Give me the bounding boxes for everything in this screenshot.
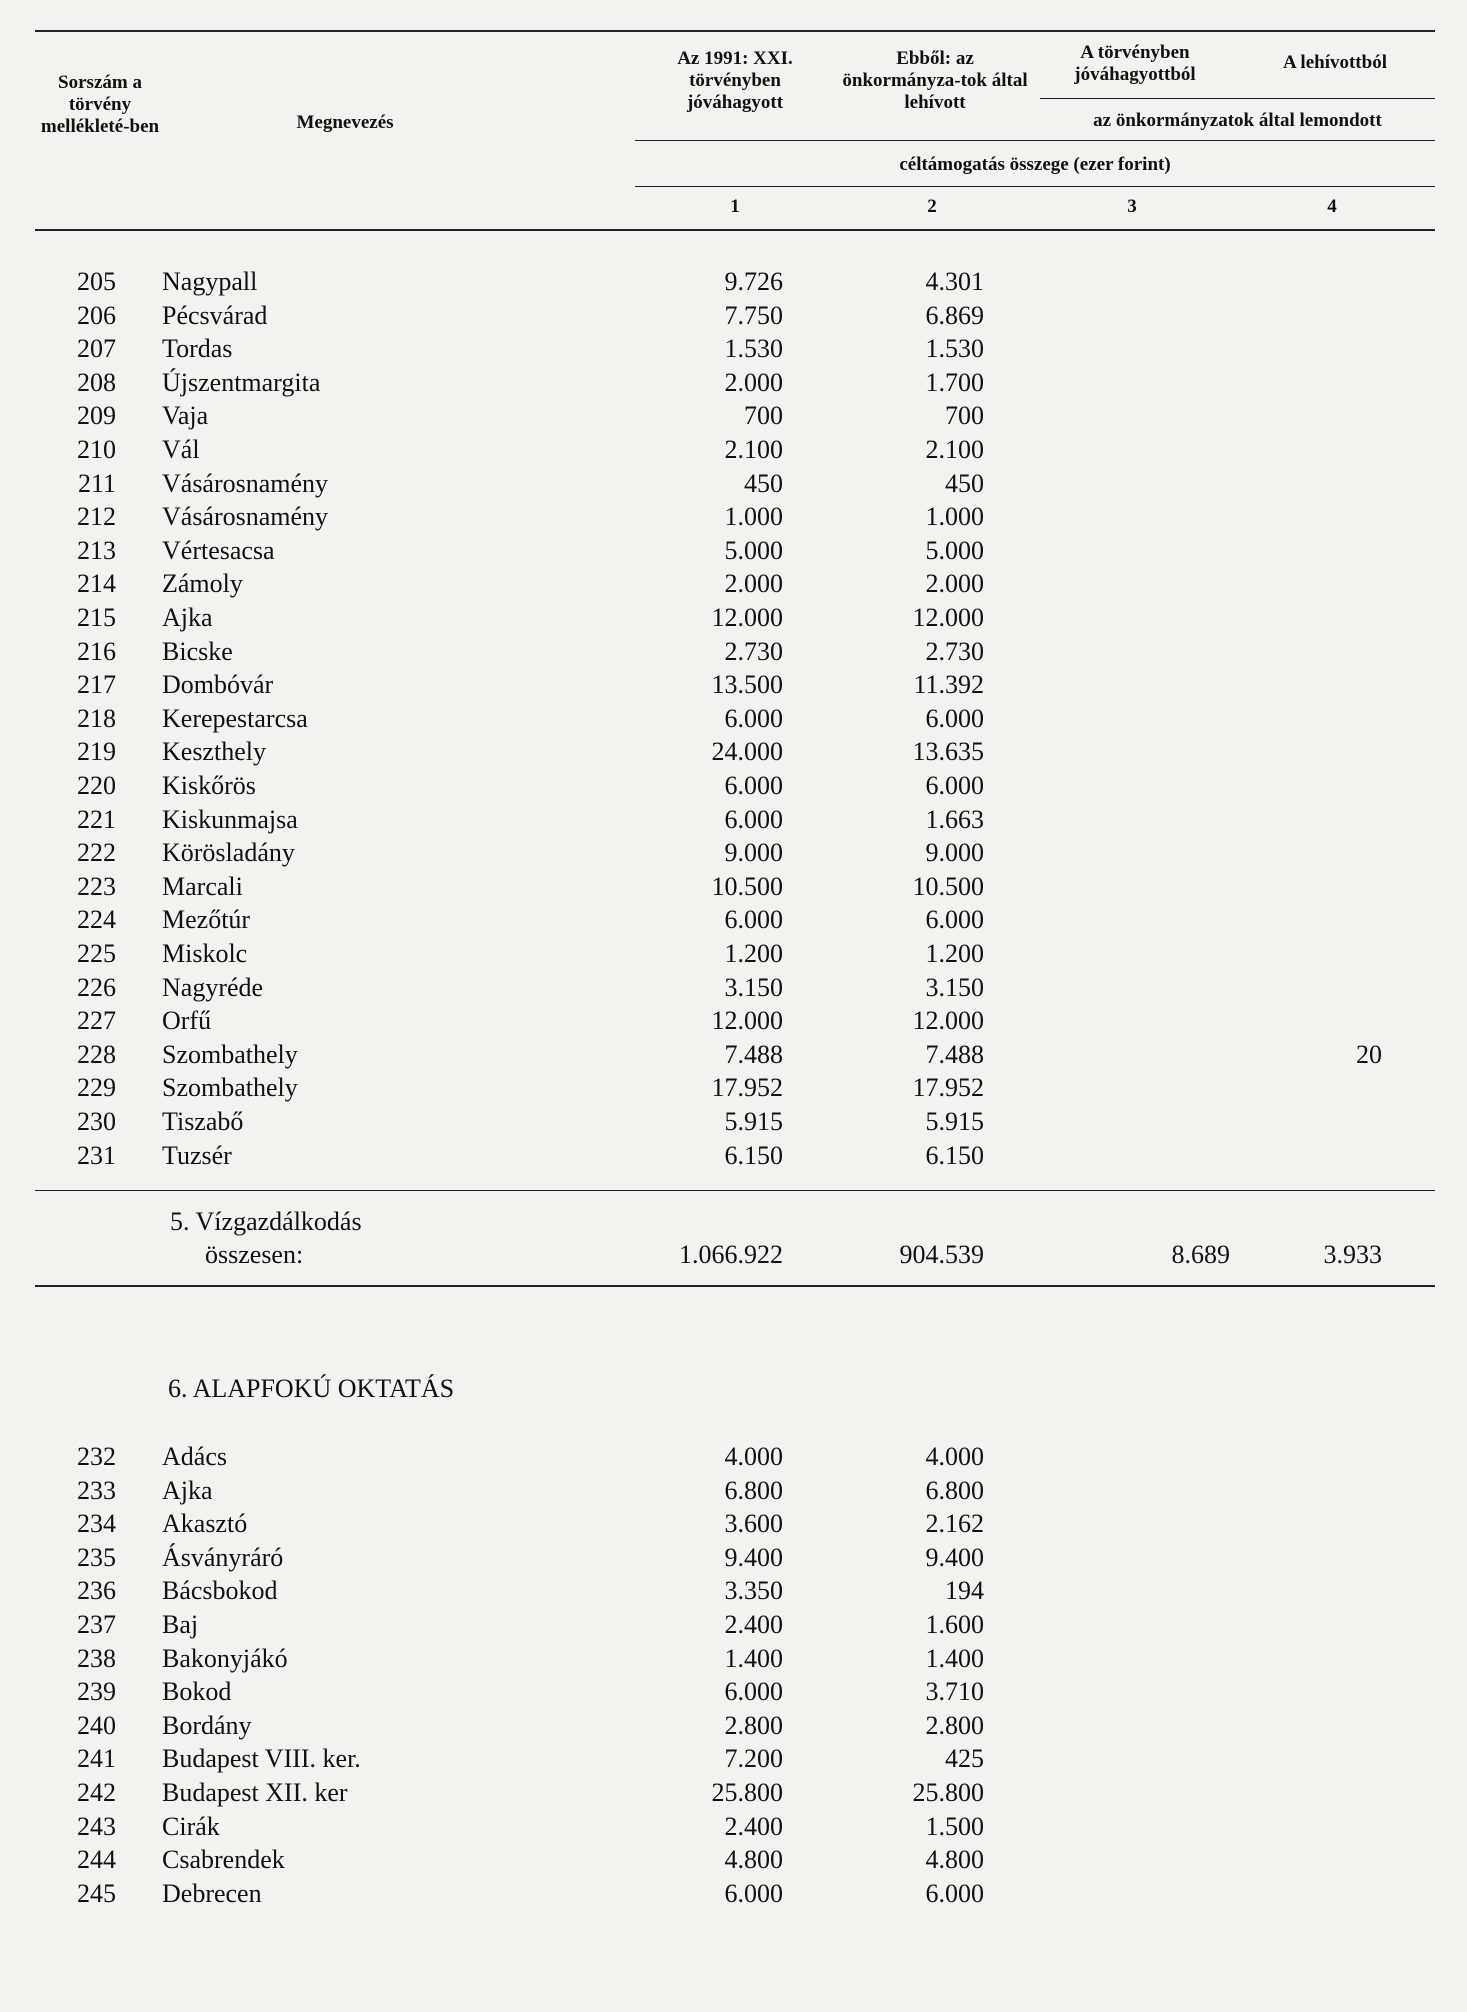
row-col1: 4.800 xyxy=(724,1845,783,1875)
row-col1: 2.000 xyxy=(724,569,783,599)
row-col4: 20 xyxy=(1356,1039,1382,1069)
row-col1: 5.915 xyxy=(724,1107,783,1136)
table-row xyxy=(0,433,1467,466)
table-row xyxy=(0,702,1467,735)
row-number: 231 xyxy=(77,1140,116,1170)
row-name: Szombathely xyxy=(162,1039,298,1069)
row-name: Tuzsér xyxy=(162,1140,232,1170)
table-row xyxy=(0,1877,1467,1910)
row-col1: 9.000 xyxy=(724,838,783,868)
row-number: 235 xyxy=(77,1542,116,1572)
row-number: 233 xyxy=(77,1475,116,1505)
total-row xyxy=(0,1238,1467,1271)
total-bottom-rule xyxy=(35,1285,1435,1287)
row-col1: 7.750 xyxy=(724,300,783,330)
row-number: 242 xyxy=(77,1778,116,1807)
row-name: Tiszabő xyxy=(162,1107,244,1136)
header-colnum-4: 4 xyxy=(1327,196,1337,217)
table-row xyxy=(0,836,1467,869)
header-colnum-3: 3 xyxy=(1127,196,1137,217)
header-colnum-1: 1 xyxy=(730,196,740,217)
total-label-line1: 5. Vízgazdálkodás xyxy=(170,1207,362,1236)
row-col1: 1.530 xyxy=(724,334,783,364)
row-name: Ásványráró xyxy=(162,1542,284,1572)
row-number: 222 xyxy=(77,838,116,868)
row-col2: 17.952 xyxy=(912,1073,984,1103)
table-row xyxy=(0,1440,1467,1473)
row-number: 212 xyxy=(77,502,116,532)
row-col2: 13.635 xyxy=(912,737,984,767)
row-number: 245 xyxy=(77,1878,116,1908)
row-name: Vál xyxy=(162,435,200,464)
row-number: 221 xyxy=(77,804,116,834)
table-top-rule xyxy=(35,30,1435,32)
row-col2: 194 xyxy=(945,1576,984,1606)
row-name: Vaja xyxy=(162,401,209,431)
table-row xyxy=(0,1004,1467,1037)
row-name: Akasztó xyxy=(162,1509,248,1539)
row-col2: 9.000 xyxy=(925,838,984,868)
row-col1: 700 xyxy=(744,401,783,431)
total-col1: 1.066.922 xyxy=(679,1240,783,1269)
table-row xyxy=(0,1608,1467,1641)
table-row xyxy=(0,735,1467,768)
row-col1: 2.400 xyxy=(724,1610,783,1639)
total-label-line2: összesen: xyxy=(205,1240,304,1269)
row-name: Baj xyxy=(162,1610,199,1639)
row-name: Keszthely xyxy=(162,737,266,767)
row-col2: 6.000 xyxy=(925,905,984,935)
header-col4-top: A lehívottból xyxy=(1283,52,1387,73)
header-col-index: Sorszám a törvény mellékleté-ben xyxy=(40,72,160,137)
row-col1: 6.800 xyxy=(724,1475,783,1505)
row-name: Bakonyjákó xyxy=(162,1643,288,1673)
row-col1: 6.150 xyxy=(724,1140,783,1170)
table-row xyxy=(0,1742,1467,1775)
row-col2: 5.915 xyxy=(925,1107,984,1136)
row-number: 211 xyxy=(77,468,116,498)
row-col2: 1.530 xyxy=(925,334,984,364)
table-row xyxy=(0,1071,1467,1104)
row-col1: 13.500 xyxy=(711,670,783,700)
row-number: 243 xyxy=(77,1811,116,1841)
row-number: 237 xyxy=(77,1610,116,1639)
row-name: Csabrendek xyxy=(162,1845,285,1875)
table-row xyxy=(0,870,1467,903)
total-col4: 3.933 xyxy=(1323,1240,1382,1269)
row-col1: 25.800 xyxy=(711,1778,783,1807)
row-col2: 2.162 xyxy=(925,1509,984,1539)
row-col2: 700 xyxy=(945,401,984,431)
row-name: Újszentmargita xyxy=(162,367,321,397)
table-row xyxy=(0,1541,1467,1574)
row-number: 225 xyxy=(77,939,116,968)
row-col2: 7.488 xyxy=(925,1039,984,1069)
row-number: 210 xyxy=(77,435,116,464)
row-col2: 450 xyxy=(945,468,984,498)
row-name: Zámoly xyxy=(162,569,243,599)
row-name: Pécsvárad xyxy=(162,300,268,330)
row-name: Kiskunmajsa xyxy=(162,804,298,834)
row-col2: 425 xyxy=(945,1744,984,1774)
header-sub-rule xyxy=(1040,98,1435,99)
total-top-rule xyxy=(35,1190,1435,1191)
table-row xyxy=(0,668,1467,701)
table-row xyxy=(0,903,1467,936)
row-number: 208 xyxy=(77,367,116,397)
row-name: Szombathely xyxy=(162,1073,298,1103)
row-name: Kerepestarcsa xyxy=(162,703,308,733)
row-name: Kiskőrös xyxy=(162,771,256,800)
table-row xyxy=(0,1574,1467,1607)
row-number: 219 xyxy=(77,737,116,767)
table-row xyxy=(0,1038,1467,1071)
row-col2: 1.600 xyxy=(925,1610,984,1639)
row-col2: 4.800 xyxy=(925,1845,984,1875)
row-col2: 6.000 xyxy=(925,771,984,800)
row-col1: 2.400 xyxy=(724,1811,783,1841)
row-number: 224 xyxy=(77,905,116,935)
row-name: Debrecen xyxy=(162,1878,262,1908)
row-name: Nagypall xyxy=(162,267,258,296)
row-name: Bordány xyxy=(162,1710,252,1740)
row-name: Miskolc xyxy=(162,939,248,968)
row-name: Mezőtúr xyxy=(162,905,251,935)
table-row xyxy=(0,1843,1467,1876)
row-name: Budapest XII. ker xyxy=(162,1778,348,1807)
row-col2: 9.400 xyxy=(925,1542,984,1572)
table-row xyxy=(0,937,1467,970)
row-number: 218 xyxy=(77,703,116,733)
row-name: Körösladány xyxy=(162,838,295,868)
row-number: 230 xyxy=(77,1107,116,1136)
row-number: 234 xyxy=(77,1509,116,1539)
row-number: 227 xyxy=(77,1006,116,1036)
row-col1: 1.400 xyxy=(724,1643,783,1673)
table-row xyxy=(0,601,1467,634)
row-col1: 6.000 xyxy=(724,905,783,935)
total-col2: 904.539 xyxy=(899,1240,984,1269)
row-col2: 2.730 xyxy=(925,636,984,666)
row-col2: 12.000 xyxy=(912,1006,984,1036)
table-row xyxy=(0,1810,1467,1843)
row-col1: 6.000 xyxy=(724,1878,783,1908)
row-col2: 2.000 xyxy=(925,569,984,599)
row-col1: 2.730 xyxy=(724,636,783,666)
row-name: Bokod xyxy=(162,1677,232,1707)
row-col1: 3.150 xyxy=(724,972,783,1002)
row-col1: 5.000 xyxy=(724,535,783,565)
row-number: 217 xyxy=(77,670,116,700)
header-colnum-2: 2 xyxy=(927,196,937,217)
row-number: 215 xyxy=(77,603,116,632)
row-number: 209 xyxy=(77,401,116,431)
table-row xyxy=(0,399,1467,432)
row-col1: 12.000 xyxy=(711,603,783,632)
table-row xyxy=(0,500,1467,533)
row-number: 238 xyxy=(77,1643,116,1673)
row-col2: 4.000 xyxy=(925,1442,984,1471)
table-row xyxy=(0,1105,1467,1138)
row-col1: 1.200 xyxy=(724,939,783,968)
table-row xyxy=(0,567,1467,600)
row-col2: 1.700 xyxy=(925,367,984,397)
row-col2: 2.800 xyxy=(925,1710,984,1740)
row-name: Ajka xyxy=(162,603,213,632)
row-col1: 12.000 xyxy=(711,1006,783,1036)
row-col1: 2.800 xyxy=(724,1710,783,1740)
row-name: Vásárosnamény xyxy=(162,502,329,532)
table-row xyxy=(0,1507,1467,1540)
row-number: 239 xyxy=(77,1677,116,1707)
table-row xyxy=(0,1642,1467,1675)
header-amount-rule xyxy=(635,140,1435,141)
table-row xyxy=(0,769,1467,802)
row-number: 205 xyxy=(77,267,116,296)
row-number: 229 xyxy=(77,1073,116,1103)
table-row xyxy=(0,1709,1467,1742)
table-row xyxy=(0,635,1467,668)
row-name: Ajka xyxy=(162,1475,213,1505)
row-col1: 2.000 xyxy=(724,367,783,397)
row-col2: 1.200 xyxy=(925,939,984,968)
row-col2: 3.710 xyxy=(925,1677,984,1707)
row-col2: 6.800 xyxy=(925,1475,984,1505)
table-row xyxy=(0,265,1467,298)
row-col2: 6.000 xyxy=(925,1878,984,1908)
row-col1: 3.350 xyxy=(724,1576,783,1606)
row-col2: 1.400 xyxy=(925,1643,984,1673)
header-col2: Ebből: az önkormányza-tok által lehívott xyxy=(842,48,1028,113)
row-col2: 6.869 xyxy=(925,300,984,330)
row-col2: 4.301 xyxy=(925,267,984,296)
row-name: Adács xyxy=(162,1442,227,1471)
row-col2: 6.000 xyxy=(925,703,984,733)
row-col2: 1.500 xyxy=(925,1811,984,1841)
header-col-name: Megnevezés xyxy=(296,112,394,133)
row-name: Bicske xyxy=(162,636,233,666)
row-col2: 1.000 xyxy=(925,502,984,532)
row-number: 232 xyxy=(77,1442,116,1471)
row-col1: 3.600 xyxy=(724,1509,783,1539)
table-row xyxy=(0,1474,1467,1507)
table-row xyxy=(0,467,1467,500)
row-col1: 17.952 xyxy=(711,1073,783,1103)
row-col1: 9.400 xyxy=(724,1542,783,1572)
row-name: Tordas xyxy=(162,334,233,364)
section-title-primary-education: 6. ALAPFOKÚ OKTATÁS xyxy=(168,1374,455,1403)
row-number: 213 xyxy=(77,535,116,565)
table-row xyxy=(0,332,1467,365)
row-name: Cirák xyxy=(162,1811,220,1841)
row-col1: 2.100 xyxy=(724,435,783,464)
header-amount-caption: céltámogatás összege (ezer forint) xyxy=(899,154,1171,175)
row-col1: 10.500 xyxy=(711,871,783,901)
row-col2: 3.150 xyxy=(925,972,984,1002)
row-col1: 6.000 xyxy=(724,804,783,834)
table-row xyxy=(0,534,1467,567)
row-col1: 450 xyxy=(744,468,783,498)
row-number: 240 xyxy=(77,1710,116,1740)
row-col1: 1.000 xyxy=(724,502,783,532)
row-number: 214 xyxy=(77,569,116,599)
header-colnum-rule xyxy=(635,186,1435,187)
row-col2: 5.000 xyxy=(925,535,984,565)
row-name: Bácsbokod xyxy=(162,1576,278,1606)
row-col1: 7.200 xyxy=(724,1744,783,1774)
row-name: Dombóvár xyxy=(162,670,274,700)
table-row xyxy=(0,1139,1467,1172)
table-row xyxy=(0,299,1467,332)
row-col1: 6.000 xyxy=(724,703,783,733)
row-col2: 11.392 xyxy=(913,670,984,700)
header-bottom-rule xyxy=(35,229,1435,231)
header-col1: Az 1991: XXI. törvényben jóváhagyott xyxy=(677,48,793,113)
row-col2: 1.663 xyxy=(925,804,984,834)
row-number: 226 xyxy=(77,972,116,1002)
row-col1: 4.000 xyxy=(724,1442,783,1471)
row-col2: 12.000 xyxy=(912,603,984,632)
row-number: 244 xyxy=(77,1845,116,1875)
table-row xyxy=(0,1776,1467,1809)
row-col2: 2.100 xyxy=(925,435,984,464)
row-name: Nagyréde xyxy=(162,972,264,1002)
row-number: 216 xyxy=(77,636,116,666)
row-number: 236 xyxy=(77,1576,116,1606)
row-name: Orfű xyxy=(162,1006,212,1036)
table-row xyxy=(0,803,1467,836)
row-col1: 7.488 xyxy=(724,1039,783,1069)
row-number: 220 xyxy=(77,771,116,800)
table-row xyxy=(0,971,1467,1004)
row-number: 206 xyxy=(77,300,116,330)
row-number: 207 xyxy=(77,334,116,364)
row-col1: 6.000 xyxy=(724,1677,783,1707)
row-col2: 25.800 xyxy=(912,1778,984,1807)
row-col2: 10.500 xyxy=(912,871,984,901)
header-col3-top: A törvényben jóváhagyottból xyxy=(1074,42,1196,85)
table-row xyxy=(0,1675,1467,1708)
row-name: Marcali xyxy=(162,871,243,901)
row-name: Vásárosnamény xyxy=(162,468,329,498)
row-number: 241 xyxy=(77,1744,116,1774)
row-name: Vértesacsa xyxy=(162,535,275,565)
total-col3: 8.689 xyxy=(1171,1240,1230,1269)
row-col2: 6.150 xyxy=(925,1140,984,1170)
row-name: Budapest VIII. ker. xyxy=(162,1744,361,1774)
row-col1: 6.000 xyxy=(724,771,783,800)
row-number: 228 xyxy=(77,1039,116,1069)
row-number: 223 xyxy=(77,871,116,901)
row-col1: 24.000 xyxy=(711,737,783,767)
row-col1: 9.726 xyxy=(724,267,783,296)
header-col34-bottom: az önkormányzatok által lemondott xyxy=(1093,110,1382,131)
table-row xyxy=(0,366,1467,399)
